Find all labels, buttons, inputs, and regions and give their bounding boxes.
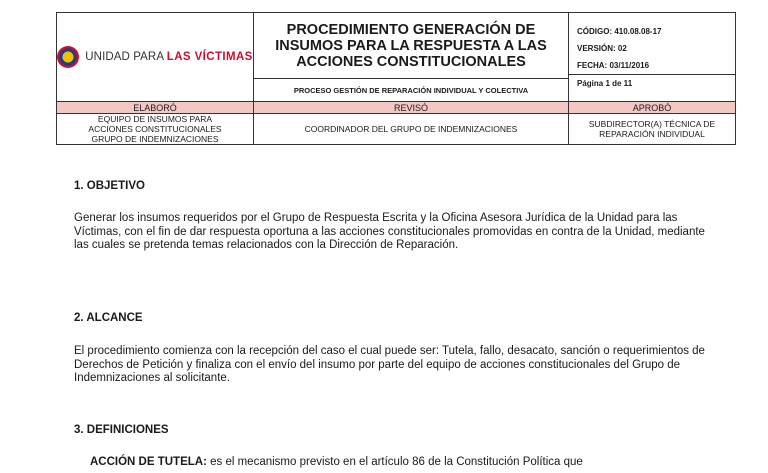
section-definiciones-heading: 3. DEFINICIONES (74, 424, 169, 436)
aprobo-value: SUBDIRECTOR(A) TÉCNICA DE REPARACIÓN INDIVIDUAL (569, 114, 736, 145)
section-objetivo-heading: 1. OBJETIVO (74, 180, 145, 192)
process-name: PROCESO GESTIÓN DE REPARACIÓN INDIVIDUAL Y COLECTIVA (254, 79, 569, 102)
logo-text: UNIDAD PARA LAS VÍCTIMAS (85, 51, 253, 63)
reviso-label: REVISÓ (254, 102, 569, 114)
version: VERSIÓN: 02 (577, 43, 627, 53)
document-header-table (56, 12, 736, 145)
reviso-value: COORDINADOR DEL GRUPO DE INDEMNIZACIONES (254, 114, 569, 145)
elaboro-value: EQUIPO DE INSUMOS PARA ACCIONES CONSTITUCIONALES GRUPO DE INDEMNIZACIONES (57, 114, 254, 145)
elaboro-label: ELABORÓ (57, 102, 254, 114)
fecha: FECHA: 03/11/2016 (577, 60, 650, 70)
aprobo-label: APROBÓ (569, 102, 736, 114)
definition-accion-tutela: ACCIÓN DE TUTELA: es el mecanismo previsto en el artículo 86 de la Constitución Política que (90, 456, 583, 468)
document-title: PROCEDIMIENTO GENERACIÓN DE INSUMOS PARA LA RESPUESTA A LAS ACCIONES CONSTITUCIONALES (254, 13, 569, 79)
colombia-seal-icon (57, 46, 79, 68)
unidad-victimas-logo (57, 46, 253, 68)
logo-cell (57, 13, 254, 102)
section-alcance-body: El procedimiento comienza con la recepción del caso el cual puede ser: Tutela, fallo, desacato, sanción o requerimientos de Derechos de Petición y finaliza con el envío del insumo por parte del equipo de acciones constitucionales del Grupo de Indemnizaciones al solicitante. (74, 345, 705, 384)
pagina: Página 1 de 11 (569, 74, 735, 88)
section-alcance-heading: 2. ALCANCE (74, 312, 143, 324)
codigo: CÓDIGO: 410.08.08-17 (577, 26, 662, 36)
section-objetivo-body: Generar los insumos requeridos por el Grupo de Respuesta Escrita y la Oficina Asesora Jurídica de la Unidad para las Víctimas, con el fin de dar respuesta oportuna a las acciones constitucionales promovidas en contra de la Unidad, mediante las cuales se pretenda temas relacionados con la Dirección de Reparación. (74, 212, 705, 251)
document-meta (569, 13, 736, 102)
